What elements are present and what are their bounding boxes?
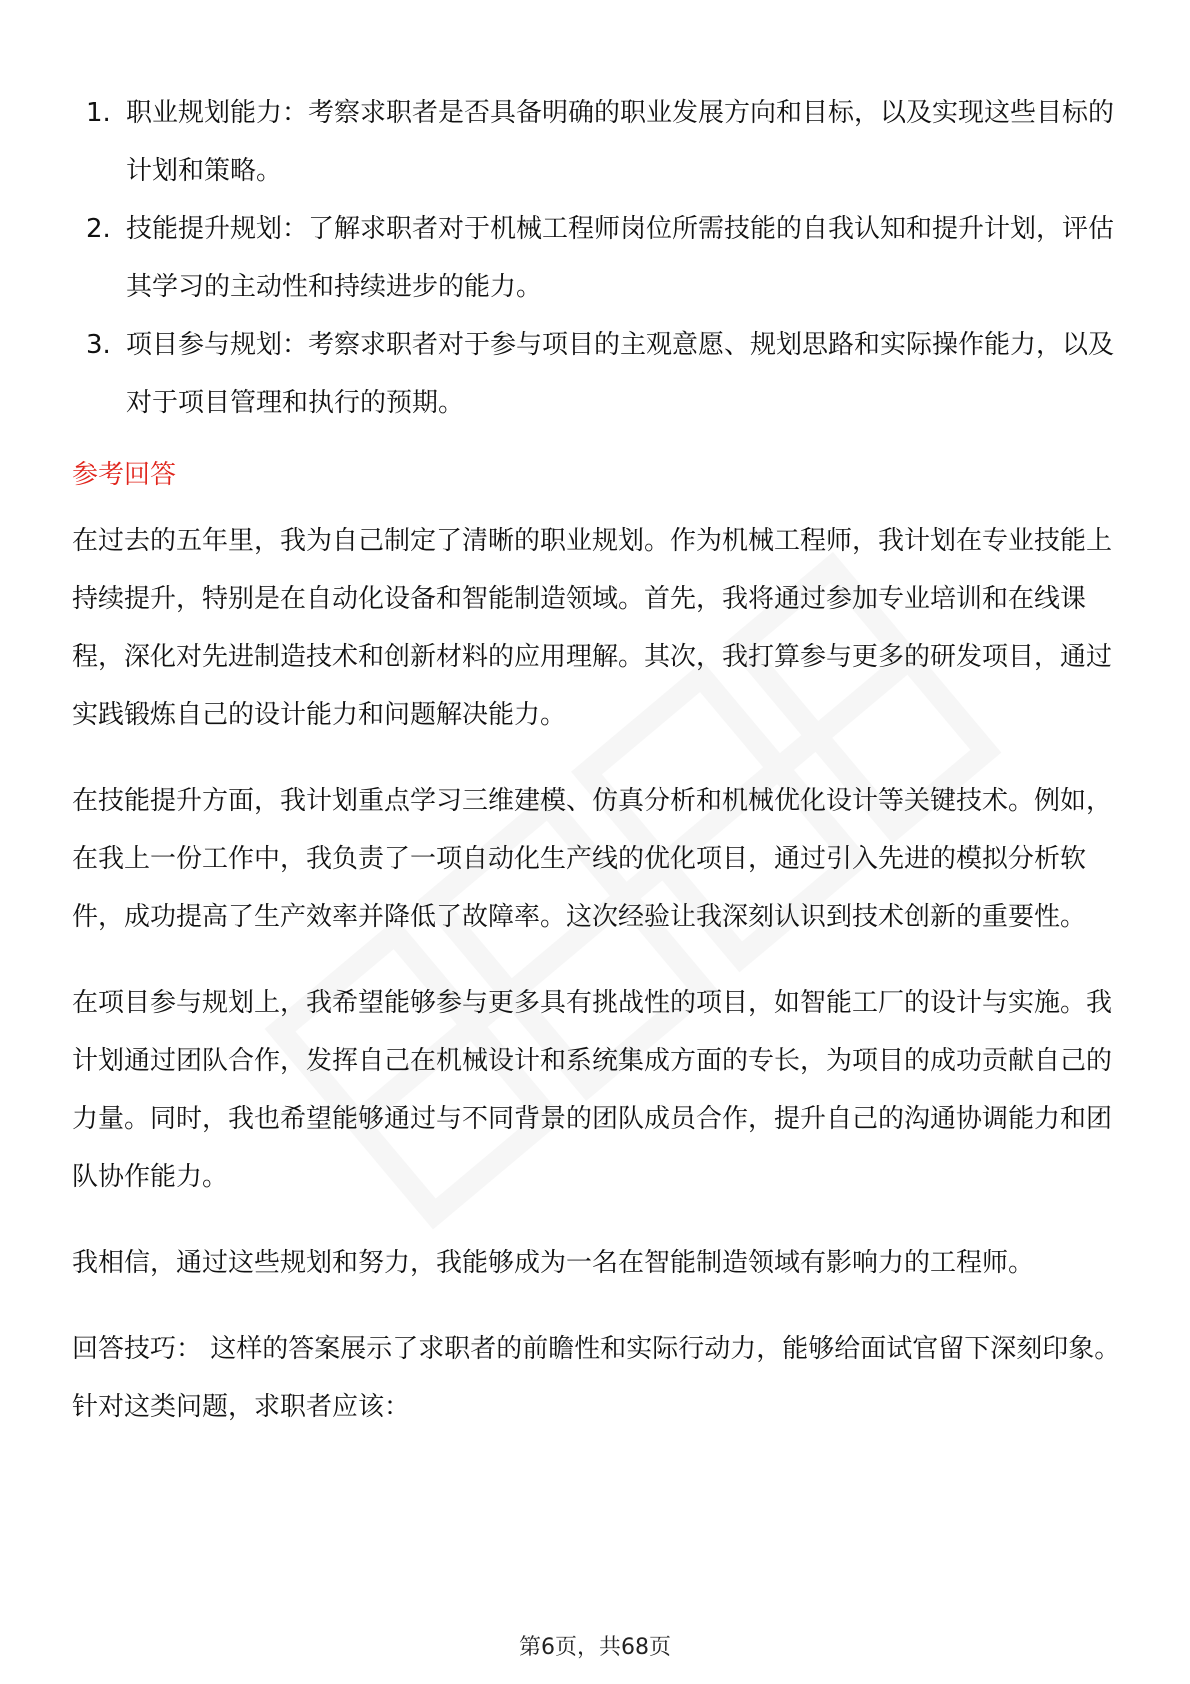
- criteria-text: 职业规划能力：考察求职者是否具备明确的职业发展方向和目标，以及实现这些目标的计划和策略。: [126, 98, 1115, 186]
- answer-paragraph: 在技能提升方面，我计划重点学习三维建模、仿真分析和机械优化设计等关键技术。例如，在我上一份工作中，我负责了一项自动化生产线的优化项目，通过引入先进的模拟分析软件，成功提高了生产效率并降低了故障率。这次经验让我深刻认识到技术创新的重要性。: [72, 786, 1113, 932]
- answer-paragraph: 在过去的五年里，我为自己制定了清晰的职业规划。作为机械工程师，我计划在专业技能上持续提升，特别是在自动化设备和智能制造领域。首先，我将通过参加专业培训和在线课程，深化对先进制造技术和创新材料的应用理解。其次，我打算参与更多的研发项目，通过实践锻炼自己的设计能力和问题解决能力。: [72, 526, 1113, 730]
- answer-heading: 参考回答: [72, 460, 177, 490]
- criteria-text: 项目参与规划：考察求职者对于参与项目的主观意愿、规划思路和实际操作能力，以及对于项目管理和执行的预期。: [126, 330, 1115, 418]
- criteria-number: 2.: [86, 214, 111, 244]
- answer-paragraph: 在项目参与规划上，我希望能够参与更多具有挑战性的项目，如智能工厂的设计与实施。我计划通过团队合作，发挥自己在机械设计和系统集成方面的专长，为项目的成功贡献自己的力量。同时，我也希望能够通过与不同背景的团队成员合作，提升自己的沟通协调能力和团队协作能力。: [72, 988, 1113, 1192]
- evaluation-criteria-list: [72, 84, 1122, 432]
- answer-paragraph: 我相信，通过这些规划和努力，我能够成为一名在智能制造领域有影响力的工程师。: [72, 1248, 1035, 1278]
- criteria-text: 技能提升规划：了解求职者对于机械工程师岗位所需技能的自我认知和提升计划，评估其学习的主动性和持续进步的能力。: [126, 214, 1115, 302]
- criteria-number: 3.: [86, 330, 111, 360]
- document-content: [72, 84, 1122, 1436]
- criteria-number: 1.: [86, 98, 111, 128]
- answer-tip: 回答技巧： 这样的答案展示了求职者的前瞻性和实际行动力，能够给面试官留下深刻印象。针对这类问题，求职者应该：: [72, 1334, 1121, 1422]
- criteria-item: [72, 200, 1122, 316]
- criteria-item: [72, 84, 1122, 200]
- criteria-item: [72, 316, 1122, 432]
- page-number: 第6页，共68页: [519, 1635, 671, 1660]
